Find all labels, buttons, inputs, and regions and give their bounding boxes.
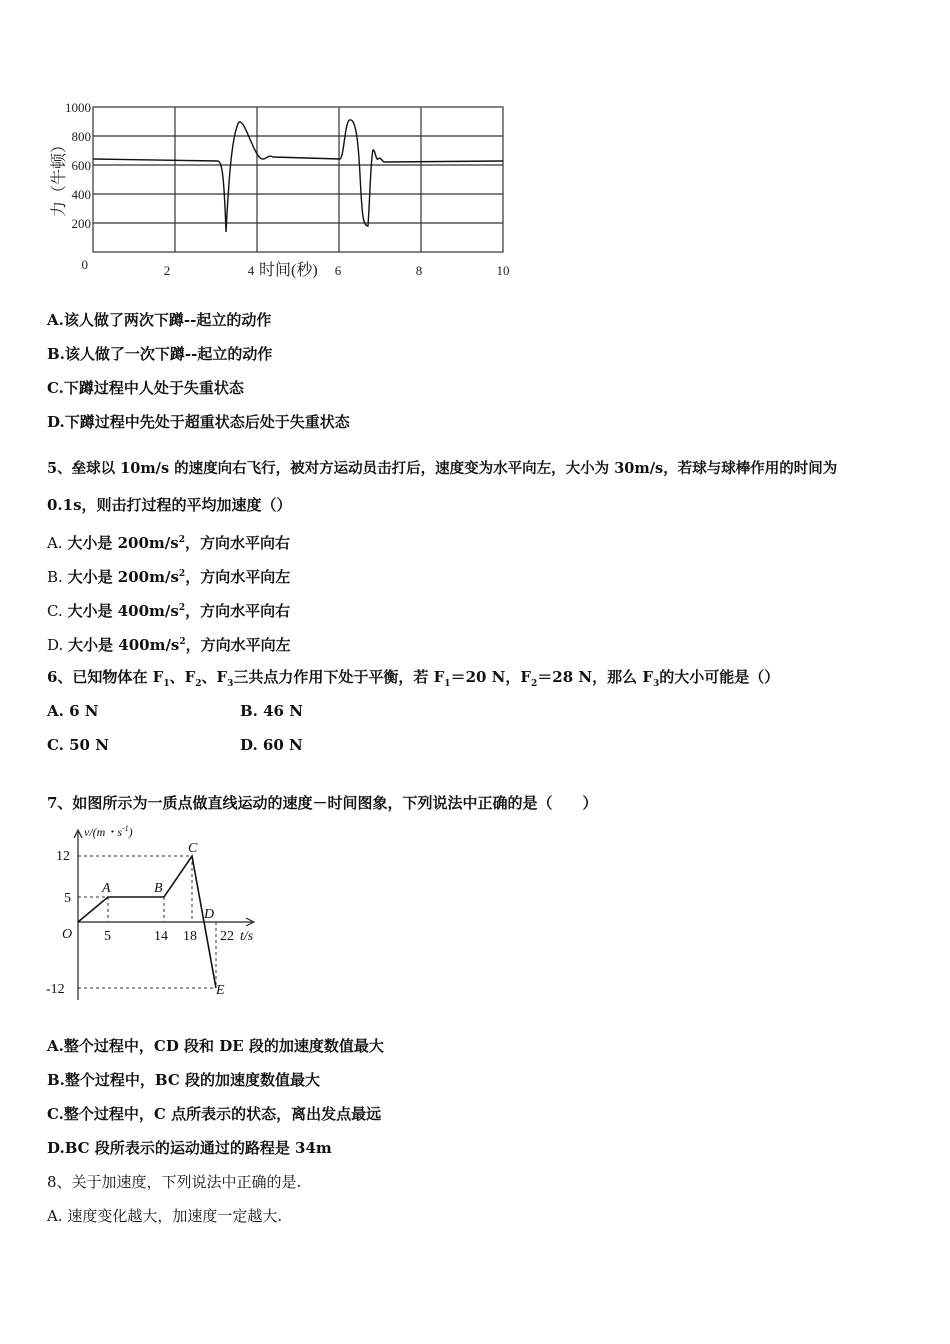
option-text: 大小是 400m/s <box>67 602 179 620</box>
q6-text: 6、已知物体在 F <box>47 668 164 686</box>
option-letter: B. <box>47 568 63 586</box>
y-tick: 600 <box>71 158 91 173</box>
q6-text: ＝28 N，那么 F <box>537 668 653 686</box>
option-text: 整个过程中，CD 段和 DE 段的加速度数值最大 <box>63 1037 384 1055</box>
force-y-ticks <box>65 100 91 272</box>
option-letter: C. <box>47 379 64 397</box>
force-curve <box>93 120 503 232</box>
q6-sub: 1 <box>444 679 451 689</box>
q4-option-d <box>47 412 350 432</box>
x-tick: 10 <box>496 263 510 278</box>
chart-grid <box>93 107 503 252</box>
q6-text: 三共点力作用下处于平衡，若 F <box>233 668 445 686</box>
q7-stem: 7、如图所示为一质点做直线运动的速度－时间图象，下列说法中正确的是（ ） <box>47 794 598 812</box>
q7-option-d <box>47 1138 332 1158</box>
vt-x-tick: 5 <box>104 929 111 944</box>
option-letter: D. <box>47 413 65 431</box>
vt-point-label: D <box>204 907 215 922</box>
option-sup: 2 <box>179 637 186 647</box>
q5-option-b <box>47 564 290 587</box>
vt-point-label: C <box>188 841 198 856</box>
q6-option-b: B. 46 N <box>240 702 303 720</box>
q4-option-b <box>47 344 272 364</box>
q5-option-a <box>47 530 290 553</box>
option-text: 下蹲过程中人处于失重状态 <box>63 379 244 397</box>
q7-option-b <box>47 1070 320 1090</box>
vt-x-tick: 18 <box>183 929 197 944</box>
vt-y-tick: 5 <box>64 891 71 906</box>
q4-option-c <box>47 378 244 398</box>
option-sup: 2 <box>178 535 185 545</box>
option-letter: A. <box>47 311 64 329</box>
option-text: 下蹲过程中先处于超重状态后处于失重状态 <box>64 413 350 431</box>
option-sup: 2 <box>178 569 186 579</box>
option-letter: A. <box>47 1037 64 1055</box>
x-tick: 4 <box>247 263 255 278</box>
vt-y-tick: -12 <box>46 982 65 997</box>
q6-sub: 2 <box>531 679 538 689</box>
q6-option-c: C. 50 N <box>47 736 109 754</box>
q6-sub: 3 <box>227 679 234 689</box>
vt-x-tick: 14 <box>154 929 168 944</box>
option-text: 大小是 200m/s <box>67 534 179 552</box>
option-letter: A. <box>47 534 63 552</box>
q6-text: 的大小可能是（） <box>659 668 780 686</box>
y-tick: 800 <box>71 129 91 144</box>
option-text: 整个过程中，BC 段的加速度数值最大 <box>64 1071 321 1089</box>
q5-stem-line1: 5、垒球以 10m/s 的速度向右飞行，被对方运动员击打后，速度变为水平向左，大小为 30m/s，若球与球棒作用的时间为 <box>47 460 838 477</box>
option-letter: D. <box>47 1139 65 1157</box>
q5-option-d <box>47 632 291 655</box>
x-tick: 8 <box>415 263 423 278</box>
q5-stem-line2: 0.1s，则击打过程的平均加速度（） <box>47 496 292 514</box>
vt-x-tick: 22 <box>220 929 234 944</box>
option-letter: C. <box>47 602 63 620</box>
option-text: ，方向水平向左 <box>185 636 291 654</box>
vt-point-label: A <box>102 881 111 896</box>
force-x-ticks <box>164 263 510 278</box>
force-time-chart <box>40 95 520 285</box>
q7-option-c <box>47 1104 381 1124</box>
option-text: BC 段所表示的运动通过的路程是 34m <box>64 1139 332 1157</box>
y-tick: 400 <box>71 187 91 202</box>
y-tick: 200 <box>71 216 91 231</box>
vt-y-label: v/(m・$s^{-1}$) <box>84 824 133 839</box>
y-tick: 0 <box>81 257 88 272</box>
option-text: ，方向水平向右 <box>185 534 291 552</box>
x-tick: 2 <box>163 263 171 278</box>
option-text: 该人做了一次下蹲--起立的动作 <box>64 345 273 363</box>
y-tick: 1000 <box>65 100 91 115</box>
option-text: ，方向水平向右 <box>185 602 291 620</box>
q8-stem: 8、关于加速度，下列说法中正确的是. <box>47 1173 302 1191</box>
vt-x-label: t/s <box>240 929 254 944</box>
option-letter: B. <box>47 345 65 363</box>
q6-option-a: A. 6 N <box>47 702 99 720</box>
q4-option-a <box>47 310 271 330</box>
q6-text: 、F <box>169 668 196 686</box>
q6-sub: 3 <box>652 679 660 689</box>
vt-point-label: E <box>216 983 225 998</box>
vt-y-tick: 12 <box>56 849 70 864</box>
force-x-label: 时间(秒) <box>259 262 318 279</box>
option-text: ，方向水平向左 <box>185 568 291 586</box>
force-y-label: 力（牛顿） <box>51 136 68 217</box>
velocity-time-chart <box>40 822 280 1007</box>
x-tick: 6 <box>334 263 342 278</box>
q6-stem <box>47 667 779 694</box>
option-text: 整个过程中，C 点所表示的状态，离出发点最远 <box>63 1105 382 1123</box>
option-letter: B. <box>47 1071 65 1089</box>
option-text: 大小是 200m/s <box>67 568 179 586</box>
option-text: 大小是 400m/s <box>68 636 180 654</box>
q6-sub: 1 <box>163 679 170 689</box>
option-letter: C. <box>47 1105 64 1123</box>
option-sup: 2 <box>178 603 186 613</box>
q7-option-a <box>47 1036 384 1056</box>
vt-origin: O <box>62 927 73 942</box>
q8-option-a: A. 速度变化越大，加速度一定越大. <box>47 1207 283 1225</box>
q6-option-d: D. 60 N <box>240 736 303 754</box>
option-text: 该人做了两次下蹲--起立的动作 <box>63 311 272 329</box>
q5-option-c <box>47 598 290 621</box>
option-letter: D. <box>47 636 64 654</box>
vt-point-label: B <box>154 881 163 896</box>
q6-text: ＝20 N，F <box>450 668 532 686</box>
q6-sub: 2 <box>195 679 202 689</box>
q6-text: 、F <box>201 668 228 686</box>
